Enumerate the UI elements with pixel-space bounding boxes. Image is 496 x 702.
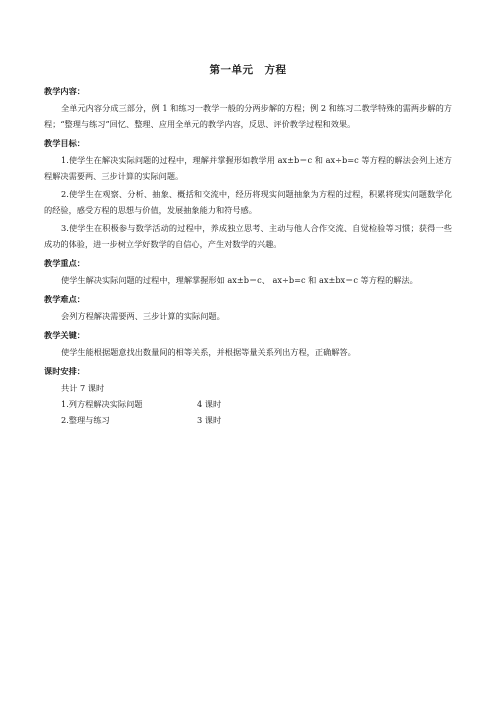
- section-teaching-key: [44, 326, 452, 360]
- schedule-row: [44, 396, 452, 412]
- goal-item: 1.使学生在解决实际问题的过程中，理解并掌握形如教学用 ax±b＝c 和 ax÷b=c 等方程的解法会列上述方程解决需要两、三步计算的实际问题。: [44, 155, 452, 181]
- section-heading: 教学目标：: [44, 138, 85, 148]
- section-heading: 教学关键：: [44, 330, 85, 340]
- schedule-total: [44, 380, 452, 396]
- section-heading: 教学内容：: [44, 86, 85, 96]
- section-heading: 课时安排：: [44, 366, 85, 376]
- section-heading: 教学重点：: [44, 258, 85, 268]
- document-body: [44, 82, 452, 428]
- goal-item: 3.使学生在积极参与数学活动的过程中，养成独立思考、主动与他人合作交流、自觉检验等习惯；获得一些成功的体验，进一步树立学好数学的自信心，产生对数学的兴趣。: [44, 223, 452, 249]
- schedule-lesson-hours: 4 课时: [197, 399, 222, 409]
- section-paragraph: 使学生解决实际问题的过程中，理解掌握形如 ax±b＝c、 ax÷b=c 和 ax±bx＝c 等方程的解法。: [61, 275, 418, 285]
- schedule-lesson-name: 1.列方程解决实际问题: [61, 399, 143, 409]
- schedule-total-text: 共计 7 课时: [61, 383, 105, 393]
- schedule-row: [44, 412, 452, 428]
- goal-item: 2.使学生在观察、分析、抽象、概括和交流中，经历将现实问题抽象为方程的过程，积累将现实问题数学化的经验，感受方程的思想与价值，发展抽象能力和符号感。: [44, 189, 452, 215]
- page-title: 第一单元 方程: [209, 64, 287, 76]
- section-teaching-goals: [44, 134, 452, 252]
- schedule-lesson-hours: 3 课时: [197, 415, 222, 425]
- section-paragraph: 会列方程解决需要两、三步计算的实际问题。: [61, 311, 225, 321]
- section-paragraph: 全单元内容分成三部分，例 1 和练习一教学一般的分两步解的方程；例 2 和练习二教学特殊的需两步解的方程；“整理与练习”回忆、整理、应用全单元的教学内容，反思、评价教学过程和效果。: [44, 103, 452, 129]
- section-paragraph: 使学生能根据题意找出数量间的相等关系，并根据等量关系列出方程，正确解答。: [61, 347, 356, 357]
- section-heading: 教学难点：: [44, 294, 85, 304]
- section-schedule: [44, 362, 452, 428]
- section-key-points: [44, 254, 452, 288]
- section-teaching-content: [44, 82, 452, 132]
- section-difficulties: [44, 290, 452, 324]
- schedule-lesson-name: 2.整理与练习: [61, 415, 110, 425]
